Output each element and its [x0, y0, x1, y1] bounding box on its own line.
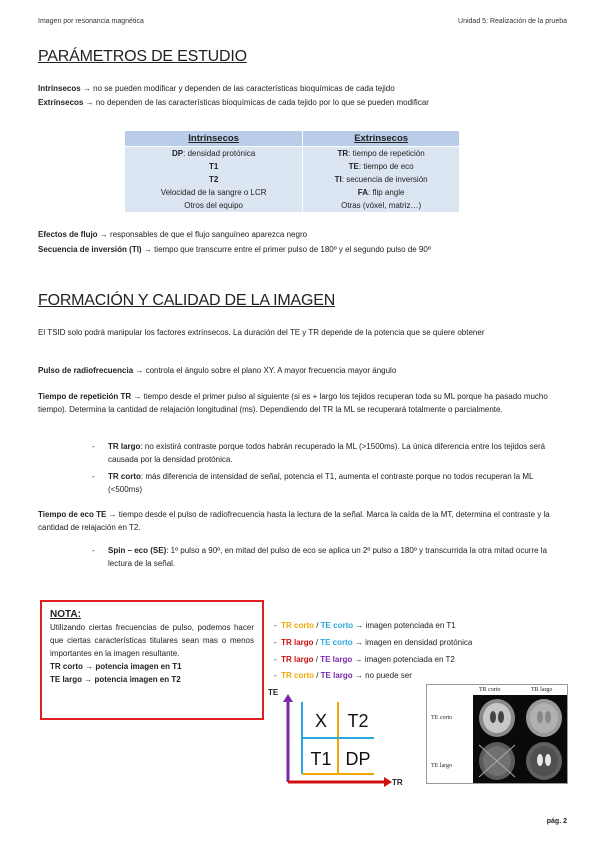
mri-panel: [426, 684, 568, 784]
te-text: tiempo desde el pulso de radiofrecuencia hasta la lectura de la señal. Marca la caída de la MT, determina el contraste y la cantidad de relajación en T2.: [38, 510, 550, 532]
note-line-1: TR corto → potencia imagen en T1: [50, 662, 182, 671]
intrinsecos-text: no se pueden modificar y dependen de las características bioquímicas de cada tejido: [93, 84, 395, 93]
note-body: Utilizando ciertas frecuencias de pulso, podemos hacer que ciertas características titulares sean mas o menos importantes en la imagen resultante.: [50, 623, 254, 658]
note-box: [40, 600, 264, 720]
mri-image: [521, 739, 567, 783]
te-tr-axes: [278, 694, 398, 788]
table-cell: TI: secuencia de inversión: [303, 173, 460, 186]
diagram-cell: T1: [310, 748, 332, 769]
efectos-text: responsables de que el flujo sanguíneo aparezca negro: [110, 230, 308, 239]
table-row: [125, 186, 460, 199]
intro-paragraph: El TSID solo podrá manipular los factores extrínsecos. La duración del TE y TR depende de la potencia que se quiere obtener: [38, 328, 485, 337]
legend-item: - TR corto / TE largo → no puede ser: [274, 671, 412, 680]
spin-eco-text: : 1º pulso a 90º, en mitad del pulso de eco se aplica un 2º pulso a 180º y transcurrida la otra mitad ocurre la lectura de la señal.: [108, 546, 548, 568]
table-cell: Otras (vóxel, matriz…): [303, 199, 460, 212]
tr-corto-item: - TR corto: más diferencia de intensidad de señal, potencia el T1, aumenta el contraste porque no todos recuperan la ML (<500ms): [92, 472, 534, 494]
extrinsecos-label: Extrínsecos: [38, 98, 84, 107]
table-cell: DP: densidad protónica: [125, 147, 303, 161]
tr-largo-item: - TR largo: no existirá contraste porque todos habrán recuperado la ML (>1500ms). La única diferencia entre los tejidos será causada por la densidad protónica.: [92, 442, 546, 464]
legend-item: - TR corto / TE corto → imagen potenciada en T1: [274, 621, 456, 630]
x-axis-arrow: [384, 777, 392, 787]
table-header-extrinsecos: Extrínsecos: [303, 131, 460, 147]
table-cell: FA: flip angle: [303, 186, 460, 199]
tr-largo-label: TR largo: [108, 442, 141, 451]
y-axis-label: TE: [268, 688, 279, 697]
diagram-cell: X: [314, 710, 327, 731]
secuencia-label: Secuencia de inversión (TI): [38, 245, 142, 254]
spin-eco-item: - Spin – eco (SE): 1º pulso a 90º, en mitad del pulso de eco se aplica un 2º pulso a 180º y transcurrida la otra mitad ocurre la lectura de la señal.: [92, 546, 548, 568]
arrow-icon: →: [135, 366, 144, 375]
mri-image: [473, 739, 521, 783]
diagram-cell: T2: [347, 710, 369, 731]
table-header-intrinsecos: Intrínsecos: [125, 131, 303, 147]
arrow-icon: →: [85, 98, 94, 107]
tr-largo-text: : no existirá contraste porque todos habrán recuperado la ML (>1500ms). La única diferencia entre los tejidos será causada por la densidad protónica.: [108, 442, 546, 464]
table-row: [125, 173, 460, 186]
efectos-label: Efectos de flujo: [38, 230, 98, 239]
pulso-label: Pulso de radiofrecuencia: [38, 366, 134, 375]
table-cell: Otros del equipo: [125, 199, 303, 212]
mri-image: [521, 695, 567, 739]
secuencia-line: [38, 243, 431, 256]
table-row: [125, 160, 460, 173]
tr-corto-text: : más diferencia de intensidad de señal, potencia el T1, aumenta el contraste porque no todos recuperan la ML (<500ms): [108, 472, 534, 494]
extrinsecos-text: no dependen de las características bioquímicas de cada tejido por lo que se pueden modificar: [95, 98, 429, 107]
arrow-icon: →: [82, 84, 91, 93]
note-title: NOTA:: [50, 609, 81, 620]
pulso-line: [38, 364, 396, 377]
tr-paragraph: [38, 390, 568, 416]
legend-item: - TR largo / TE corto → imagen en densidad protónica: [274, 638, 473, 647]
mri-col-label: TR largo: [531, 687, 553, 693]
tr-corto-label: TR corto: [108, 472, 141, 481]
section-title-parametros: PARÁMETROS DE ESTUDIO: [38, 48, 247, 65]
table-cell: Velocidad de la sangre o LCR: [125, 186, 303, 199]
table-row: [125, 199, 460, 212]
secuencia-text: tiempo que transcurre entre el primer pulso de 180º y el segundo pulso de 90º: [154, 245, 431, 254]
pulso-text: controla el ángulo sobre el plano XY. A mayor frecuencia mayor ángulo: [145, 366, 397, 375]
table-cell: TE: tiempo de eco: [303, 160, 460, 173]
mri-col-label: TR corto: [479, 687, 501, 693]
arrow-icon: →: [99, 230, 108, 239]
table-row: [125, 147, 460, 161]
diagram-cell: DP: [345, 748, 371, 769]
table-cell: T2: [125, 173, 303, 186]
x-axis-label: TR: [392, 778, 403, 787]
intrinsecos-line: [38, 82, 395, 95]
header-left: Imagen por resonancia magnética: [38, 18, 144, 25]
tr-label: Tiempo de repetición TR: [38, 392, 132, 401]
page-number: pág. 2: [546, 818, 567, 825]
table-cell: T1: [125, 160, 303, 173]
efectos-line: [38, 228, 307, 241]
section-title-formacion: FORMACIÓN Y CALIDAD DE LA IMAGEN: [38, 292, 336, 309]
tr-text: tiempo desde el primer pulso al siguiente (si es + largo los tejidos recuperan toda su ML porque ha pasado mucho tiempo). Determina la cantidad de relajación longitudinal (ms). Dependiendo del TR la ML se recuperará totalmente o parcialmente.: [38, 392, 548, 414]
arrow-icon: →: [143, 245, 152, 254]
intrinsecos-label: Intrínsecos: [38, 84, 81, 93]
y-axis-arrow: [283, 694, 293, 702]
mri-image: [473, 695, 521, 739]
extrinsecos-line: [38, 96, 429, 109]
te-paragraph: [38, 508, 568, 534]
mri-row-label: TE largo: [431, 763, 453, 769]
spin-eco-label: Spin – eco (SE): [108, 546, 167, 555]
arrow-icon: →: [133, 392, 142, 401]
legend-item: - TR largo / TE largo → imagen potenciada en T2: [274, 655, 455, 664]
note-line-2: TE largo → potencia imagen en T2: [50, 675, 181, 684]
arrow-icon: →: [108, 510, 117, 519]
mri-row-label: TE corto: [431, 715, 453, 721]
parameters-table: [124, 130, 460, 212]
te-label: Tiempo de eco TE: [38, 510, 107, 519]
table-cell: TR: tiempo de repetición: [303, 147, 460, 161]
header-right: Unidad 5: Realización de la prueba: [458, 18, 567, 25]
